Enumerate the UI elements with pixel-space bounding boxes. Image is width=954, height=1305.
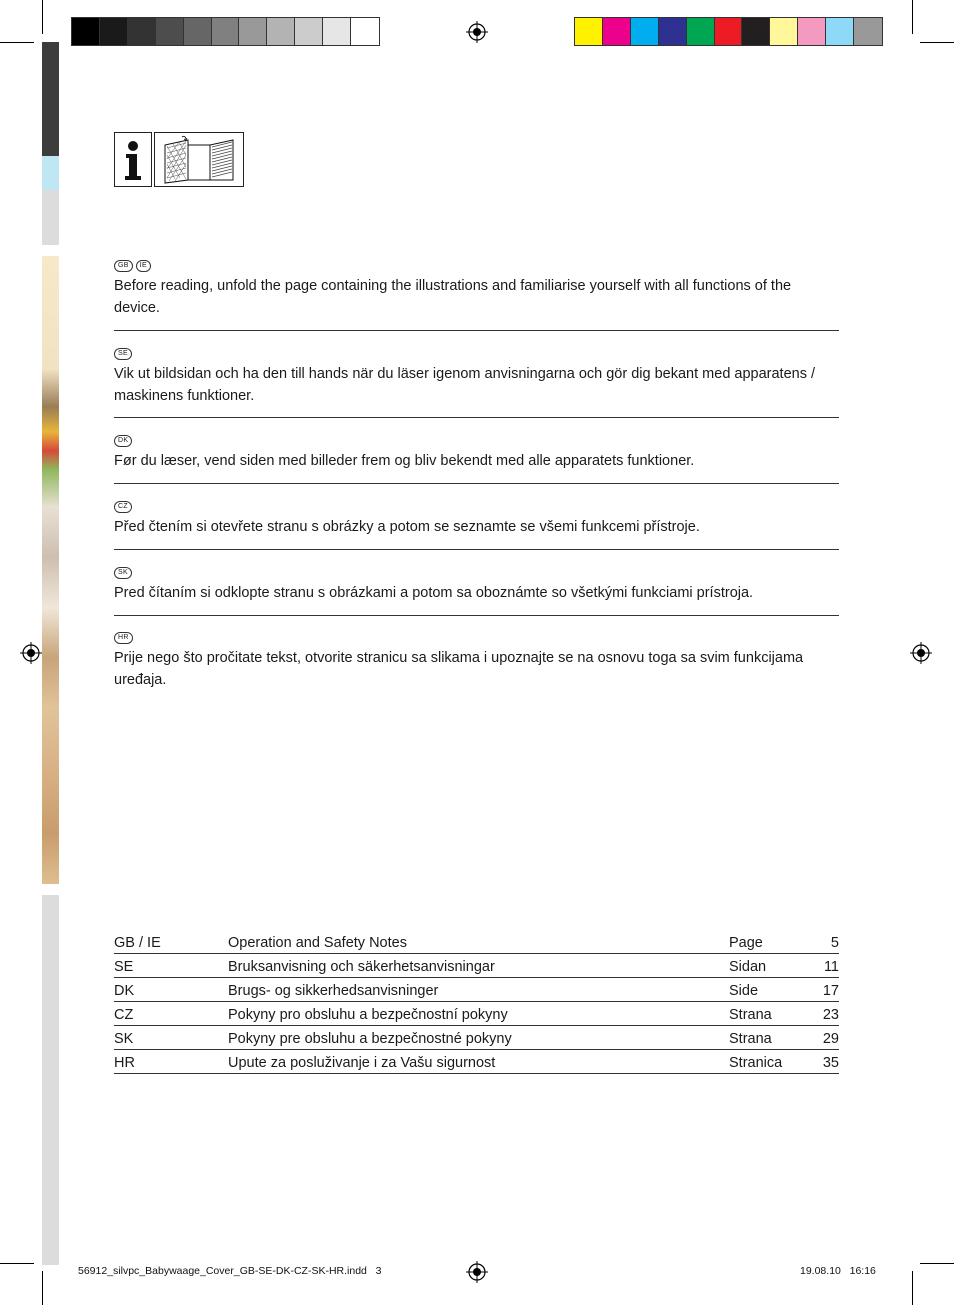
color-swatch <box>854 18 882 45</box>
color-swatch <box>351 18 379 45</box>
language-block-dk <box>114 432 839 472</box>
toc-row <box>114 978 839 1002</box>
language-badge: IE <box>136 260 151 272</box>
color-swatch <box>239 18 267 45</box>
instruction-text: Před čtením si otevřete stranu s obrázky a potom se seznamte se všemi funkcemi přístroje. <box>114 519 700 535</box>
color-swatch <box>295 18 323 45</box>
toc-language-code: CZ <box>114 1002 228 1026</box>
toc-title: Bruksanvisning och säkerhetsanvisningar <box>228 954 729 978</box>
toc-page-number: 5 <box>799 930 839 954</box>
color-swatch <box>631 18 659 45</box>
toc-page-number: 11 <box>799 954 839 978</box>
cover-strip-gray <box>42 895 59 1265</box>
toc-page-number: 23 <box>799 1002 839 1026</box>
divider <box>114 615 839 616</box>
color-swatch <box>72 18 100 45</box>
toc-title: Upute za posluživanje i za Vašu sigurnost <box>228 1050 729 1074</box>
color-swatch <box>770 18 798 45</box>
color-swatch <box>128 18 156 45</box>
cover-strip-photo <box>42 256 59 884</box>
toc-page-label: Sidan <box>729 954 799 978</box>
print-slug-filename: 56912_silvpc_Babywaage_Cover_GB-SE-DK-CZ-SK-HR.indd 3 <box>78 1265 382 1277</box>
language-badge: DK <box>114 435 132 447</box>
color-swatch <box>323 18 351 45</box>
toc-row <box>114 930 839 954</box>
toc-page-number: 29 <box>799 1026 839 1050</box>
info-icon <box>114 132 152 187</box>
instruction-text: Før du læser, vend siden med billeder frem og bliv bekendt med alle apparatets funktioner. <box>114 453 695 469</box>
toc-language-code: DK <box>114 978 228 1002</box>
crop-mark <box>912 0 913 34</box>
print-slug-date: 19.08.10 16:16 <box>800 1265 876 1277</box>
color-swatch <box>156 18 184 45</box>
divider <box>114 417 839 418</box>
toc-row <box>114 1050 839 1074</box>
color-swatch <box>100 18 128 45</box>
toc-title: Brugs- og sikkerhedsanvisninger <box>228 978 729 1002</box>
registration-mark-icon <box>466 21 488 43</box>
cover-strip-dark <box>42 42 59 156</box>
toc-title: Pokyny pre obsluhu a bezpečnostné pokyny <box>228 1026 729 1050</box>
toc-row <box>114 1002 839 1026</box>
cover-strip-gray <box>42 190 59 245</box>
divider <box>114 549 839 550</box>
toc-row <box>114 1026 839 1050</box>
toc-page-label: Side <box>729 978 799 1002</box>
toc-page-number: 17 <box>799 978 839 1002</box>
crop-mark <box>912 1271 913 1305</box>
registration-mark-icon <box>20 642 42 664</box>
language-badge: SE <box>114 348 132 360</box>
toc-page-label: Stranica <box>729 1050 799 1074</box>
color-swatch <box>798 18 826 45</box>
toc-page-number: 35 <box>799 1050 839 1074</box>
color-swatch <box>715 18 743 45</box>
toc-page-label: Strana <box>729 1002 799 1026</box>
language-block-gb-ie <box>114 257 839 319</box>
divider <box>114 483 839 484</box>
registration-mark-icon <box>910 642 932 664</box>
instruction-text: Pred čítaním si odklopte stranu s obrázkami a potom sa oboznámte so všetkými funkciami prístroja. <box>114 585 754 601</box>
registration-mark-icon <box>466 1261 488 1283</box>
toc-page-label: Page <box>729 930 799 954</box>
language-block-cz <box>114 498 839 538</box>
divider <box>114 330 839 331</box>
toc-language-code: SK <box>114 1026 228 1050</box>
unfold-pages-icon <box>154 132 244 187</box>
toc-title: Operation and Safety Notes <box>228 930 729 954</box>
color-swatch <box>742 18 770 45</box>
language-badge: SK <box>114 567 132 579</box>
language-badge: CZ <box>114 501 132 513</box>
color-swatch <box>575 18 603 45</box>
cmyk-color-bar <box>574 17 883 46</box>
color-swatch <box>212 18 240 45</box>
language-badge: GB <box>114 260 133 272</box>
toc-language-code: GB / IE <box>114 930 228 954</box>
instruction-text: Before reading, unfold the page containing the illustrations and familiarise yourself with all functions of the device. <box>114 278 792 316</box>
toc-page-label: Strana <box>729 1026 799 1050</box>
language-block-sk <box>114 564 839 604</box>
table-of-contents <box>114 930 839 1074</box>
color-swatch <box>659 18 687 45</box>
color-swatch <box>267 18 295 45</box>
crop-mark <box>920 42 954 43</box>
cover-strip-blue <box>42 156 59 190</box>
crop-mark <box>42 1271 43 1305</box>
crop-mark <box>42 0 43 34</box>
language-badge: HR <box>114 632 133 644</box>
instruction-text: Prije nego što pročitate tekst, otvorite stranicu sa slikama i upoznajte se na osnovu toga sa svim funkcijama uređaja. <box>114 650 804 688</box>
toc-language-code: SE <box>114 954 228 978</box>
crop-mark <box>0 1263 34 1264</box>
color-swatch <box>603 18 631 45</box>
color-swatch <box>687 18 715 45</box>
color-swatch <box>826 18 854 45</box>
toc-title: Pokyny pro obsluhu a bezpečnostní pokyny <box>228 1002 729 1026</box>
crop-mark <box>920 1263 954 1264</box>
color-swatch <box>184 18 212 45</box>
toc-language-code: HR <box>114 1050 228 1074</box>
crop-mark <box>0 42 34 43</box>
toc-row <box>114 954 839 978</box>
language-block-hr <box>114 629 839 691</box>
grayscale-color-bar <box>71 17 380 46</box>
language-block-se <box>114 345 839 407</box>
instruction-text: Vik ut bildsidan och ha den till hands när du läser igenom anvisningarna och gör dig bekant med apparatens / maskinens funktioner. <box>114 366 816 404</box>
